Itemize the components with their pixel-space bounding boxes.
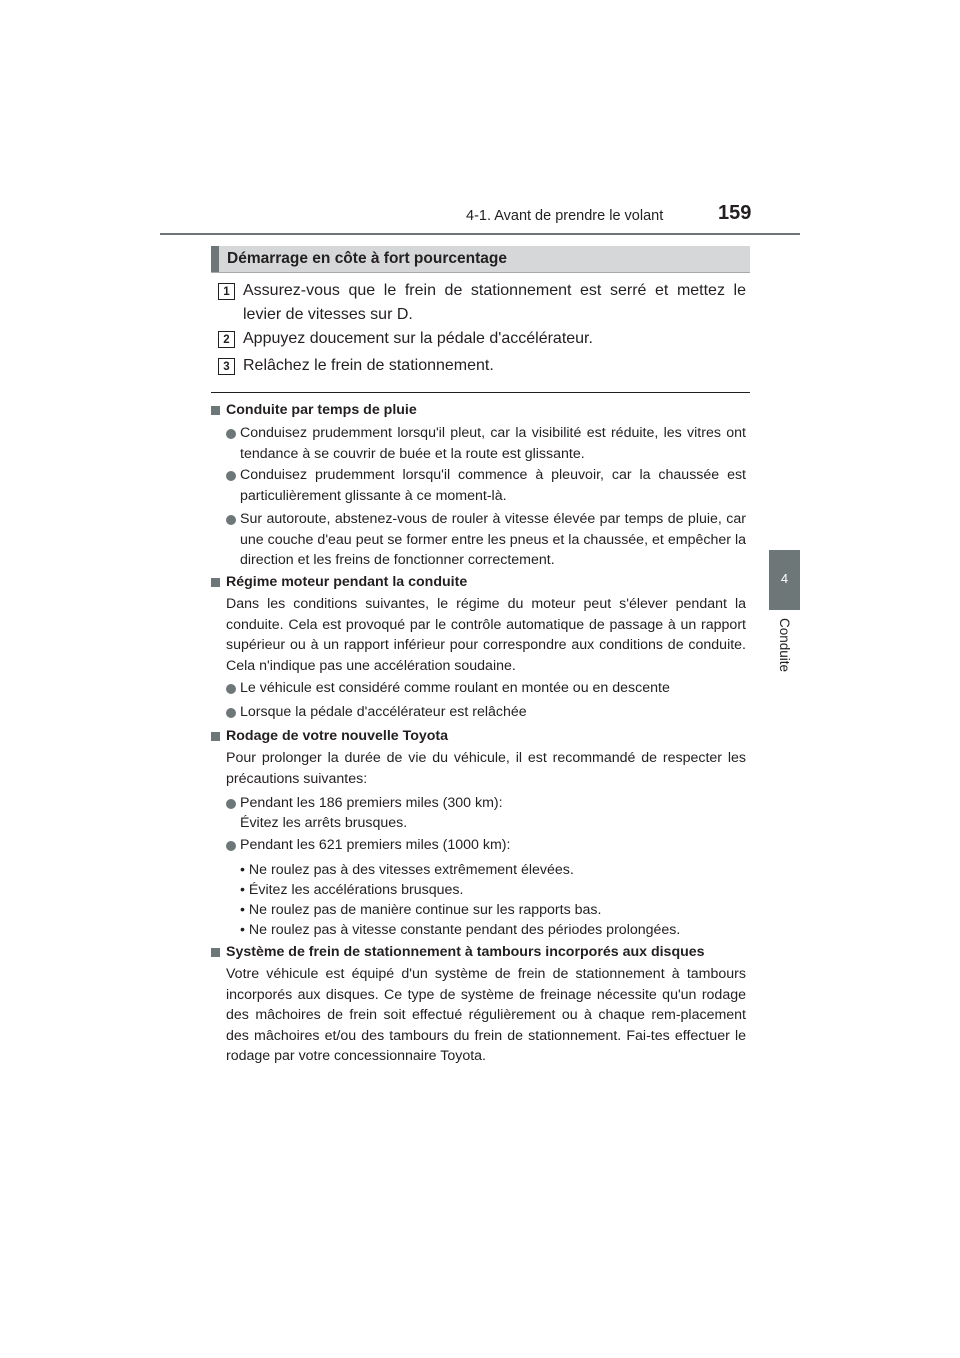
- breakin-bullet-2: Pendant les 621 premiers miles (1000 km):: [240, 837, 511, 853]
- title-bar-accent: [211, 246, 219, 272]
- breakin-dash-3: • Ne roulez pas de manière continue sur les rapports bas.: [240, 902, 602, 918]
- bullet-dot: [226, 708, 236, 718]
- heading-marker: [211, 948, 220, 957]
- section-title: Démarrage en côte à fort pourcentage: [227, 250, 507, 267]
- page-number: 159: [718, 202, 752, 224]
- step-text-3: Relâchez le frein de stationnement.: [243, 357, 494, 374]
- engine-bullet-2: Lorsque la pédale d'accélérateur est relâchée: [240, 704, 527, 720]
- bullet-dot: [226, 684, 236, 694]
- bullet-dot: [226, 429, 236, 439]
- step-number-3: 3: [218, 358, 235, 375]
- bullet-dot: [226, 841, 236, 851]
- bullet-dot: [226, 799, 236, 809]
- heading-marker: [211, 578, 220, 587]
- running-header-section: 4-1. Avant de prendre le volant: [466, 208, 664, 224]
- header-rule: [160, 233, 800, 235]
- step-text-1: Assurez-vous que le frein de stationnement est serré et mettez le levier de vitesses sur D.: [243, 282, 746, 323]
- bullet-dot: [226, 471, 236, 481]
- chapter-tab-number: 4: [780, 571, 789, 586]
- engine-intro: Dans les conditions suivantes, le régime du moteur peut s'élever pendant la conduite. Cela est provoqué par le contrôle automatique de passage à un rapport supérieur ou à un rapport inférieur pour correspondre aux conditions de conduite. Cela n'indique pas une accélération soudaine.: [226, 596, 746, 674]
- bullet-dot: [226, 515, 236, 525]
- section-title-bar: [211, 246, 750, 273]
- breakin-bullet-1-line-2: Évitez les arrêts brusques.: [240, 815, 408, 831]
- heading-marker: [211, 406, 220, 415]
- engine-bullet-1: Le véhicule est considéré comme roulant en montée ou en descente: [240, 680, 670, 696]
- breakin-bullet-1-line-1: Pendant les 186 premiers miles (300 km):: [240, 795, 503, 811]
- rain-bullet-2: Conduisez prudemment lorsqu'il commence à pleuvoir, car la chaussée est particulièrement glissante à ce moment-là.: [240, 467, 746, 504]
- heading-marker: [211, 732, 220, 741]
- breakin-intro: Pour prolonger la durée de vie du véhicule, il est recommandé de respecter les précautions suivantes:: [226, 750, 746, 787]
- drum-text: Votre véhicule est équipé d'un système de frein de stationnement à tambours incorporés aux disques. Ce type de système de freinage nécessite qu'un rodage des mâchoires de frein soit effectué régulièrement ou à chaque rem-placement des mâchoires et/ou des tambours du frein de stationnement. Fai-tes effectuer le rodage par votre concessionnaire Toyota.: [226, 966, 746, 1064]
- rain-bullet-3: Sur autoroute, abstenez-vous de rouler à vitesse élevée par temps de pluie, car une couche d'eau peut se former entre les pneus et la chaussée, et empêcher la direction et les freins de fonctionner correctement.: [240, 511, 746, 568]
- step-number-2: 2: [218, 331, 235, 348]
- heading-breakin: Rodage de votre nouvelle Toyota: [226, 728, 449, 744]
- chapter-tab-label-wrap: [769, 612, 800, 702]
- step-text-2: Appuyez doucement sur la pédale d'accélérateur.: [243, 330, 593, 347]
- section-divider: [211, 392, 750, 393]
- breakin-dash-1: • Ne roulez pas à des vitesses extrêmement élevées.: [240, 862, 574, 878]
- rain-bullet-1: Conduisez prudemment lorsqu'il pleut, car la visibilité est réduite, les vitres ont tendance à se couvrir de buée et la route est glissante.: [240, 425, 746, 462]
- breakin-dash-4: • Ne roulez pas à vitesse constante pendant des périodes prolongées.: [240, 922, 681, 938]
- chapter-tab-label: Conduite: [777, 618, 792, 673]
- heading-rain: Conduite par temps de pluie: [226, 402, 417, 418]
- step-number-1: 1: [218, 283, 235, 300]
- breakin-dash-2: • Évitez les accélérations brusques.: [240, 882, 464, 898]
- heading-engine: Régime moteur pendant la conduite: [226, 574, 468, 590]
- heading-drum: Système de frein de stationnement à tambours incorporés aux disques: [226, 944, 705, 960]
